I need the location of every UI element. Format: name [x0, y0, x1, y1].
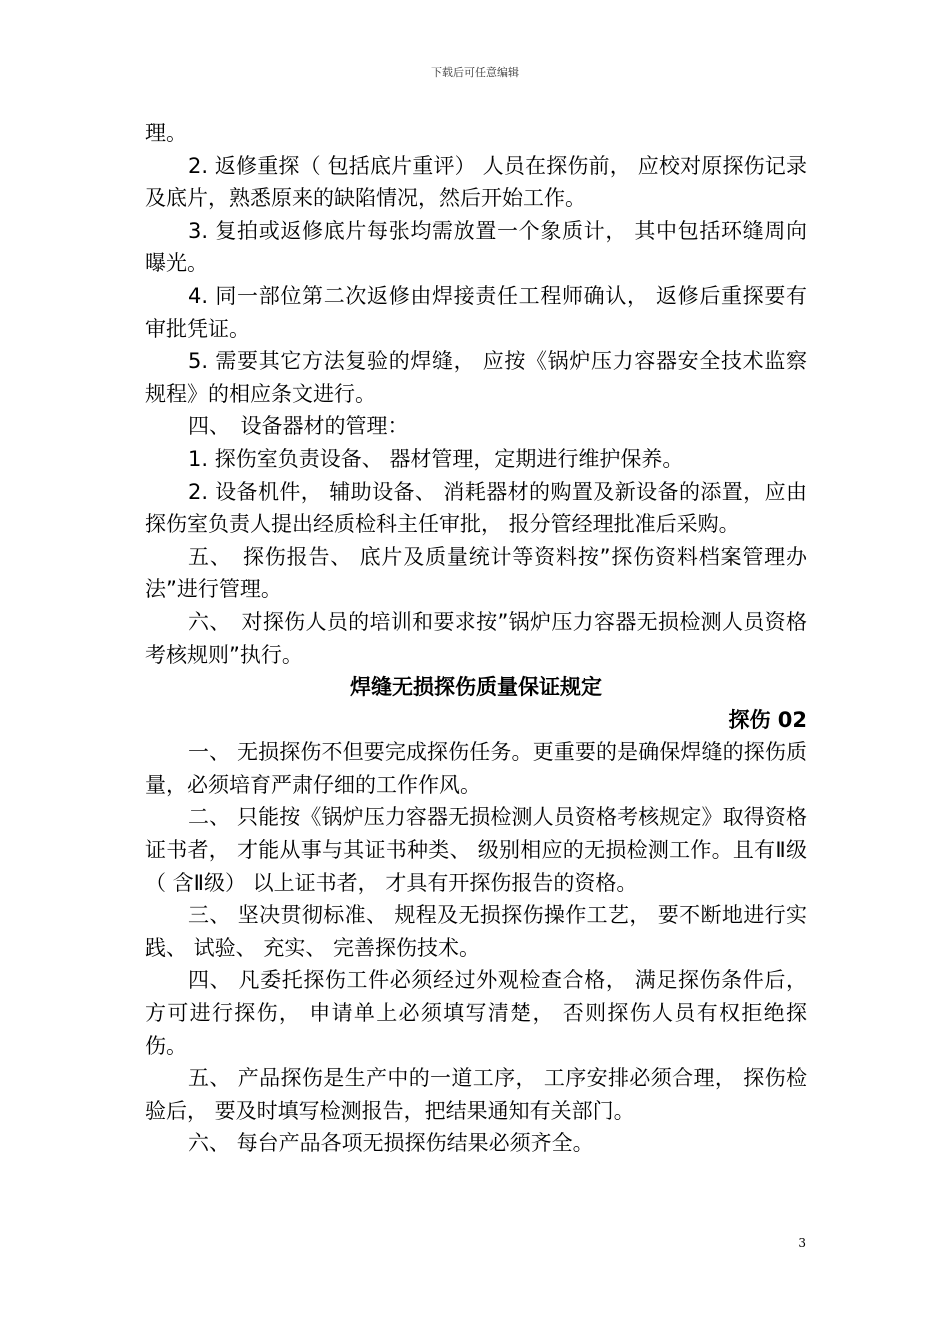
paragraph: 3. 复拍或返修底片每张均需放置一个象质计， 其中包括环缝周向曝光。: [145, 218, 807, 276]
paragraph: 2. 返修重探（ 包括底片重评） 人员在探伤前， 应校对原探伤记录及底片，熟悉原来的缺陷情况，然后开始工作。: [145, 153, 807, 211]
paragraph: 三、 坚决贯彻标准、 规程及无损探伤操作工艺， 要不断地进行实践、 试验、 充实、 完善探伤技术。: [145, 903, 807, 960]
paragraph: 4. 同一部位第二次返修由焊接责任工程师确认， 返修后重探要有审批凭证。: [145, 283, 807, 341]
paragraph: 理。: [145, 121, 187, 145]
paragraph: 五、 探伤报告、 底片及质量统计等资料按”探伤资料档案管理办法”进行管理。: [145, 544, 807, 602]
section-heading: 四、 设备器材的管理：: [188, 414, 409, 439]
document-title: 焊缝无损探伤质量保证规定: [350, 675, 602, 700]
page-header: 下载后可任意编辑: [431, 66, 519, 79]
paragraph: 一、 无损探伤不但要完成探伤任务。更重要的是确保焊缝的探伤质量，必须培育严肃仔细的工作作风。: [145, 740, 807, 797]
page-number: 3: [798, 1236, 806, 1250]
paragraph: 五、 产品探伤是生产中的一道工序， 工序安排必须合理， 探伤检验后， 要及时填写检测报告，把结果通知有关部门。: [145, 1066, 807, 1123]
paragraph: 5. 需要其它方法复验的焊缝， 应按《锅炉压力容器安全技术监察规程》的相应条文进行。: [145, 349, 807, 406]
paragraph: 六、 每台产品各项无损探伤结果必须齐全。: [188, 1131, 594, 1156]
paragraph: 六、 对探伤人员的培训和要求按”锅炉压力容器无损检测人员资格考核规则”执行。: [145, 609, 807, 667]
paragraph: 2. 设备机件， 辅助设备、 消耗器材的购置及新设备的添置，应由探伤室负责人提出经质检科主任审批， 报分管经理批准后采购。: [145, 479, 807, 537]
document-body: [145, 117, 807, 1160]
paragraph: 1. 探伤室负责设备、 器材管理，定期进行维护保养。: [188, 446, 684, 471]
document-code: 探伤 02: [728, 707, 807, 732]
paragraph: 二、 只能按《锅炉压力容器无损检测人员资格考核规定》取得资格证书者， 才能从事与其证书种类、 级别相应的无损检测工作。且有Ⅱ级（ 含Ⅱ级） 以上证书者， 才具有开探伤报告的资格。: [145, 805, 807, 895]
paragraph: 四、 凡委托探伤工件必须经过外观检查合格， 满足探伤条件后， 方可进行探伤， 申请单上必须填写清楚， 否则探伤人员有权拒绝探伤。: [145, 968, 807, 1058]
